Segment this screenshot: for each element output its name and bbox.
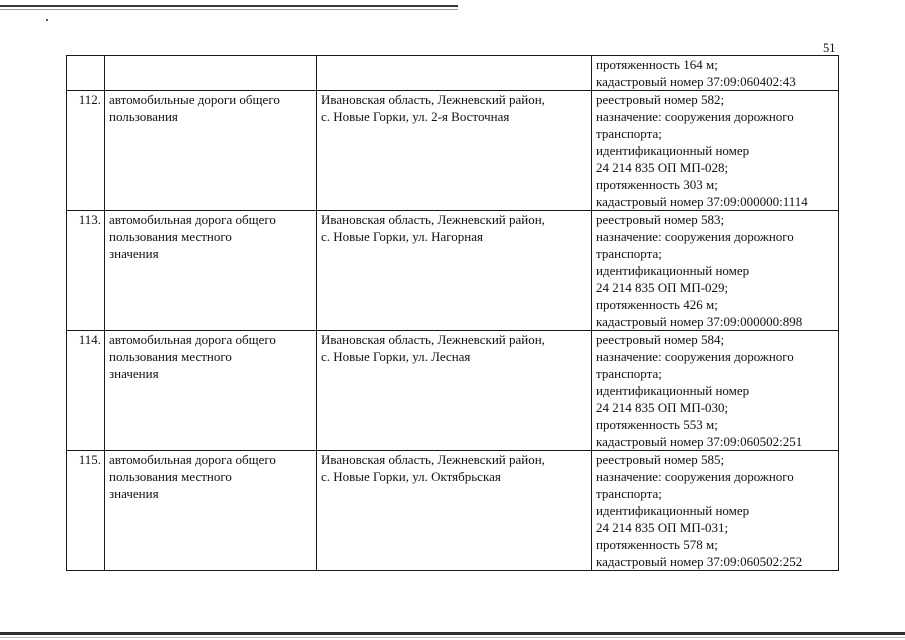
cadastral-number: кадастровый номер 37:09:060502:251 <box>596 434 803 449</box>
row-location-cell <box>317 56 592 91</box>
registry-number: реестровый номер 584; <box>596 332 725 347</box>
identification-number: 24 214 835 ОП МП-028; <box>596 160 729 175</box>
identification-label: идентификационный номер <box>596 503 750 518</box>
cadastral-number: кадастровый номер 37:09:000000:898 <box>596 314 803 329</box>
identification-label: идентификационный номер <box>596 263 750 278</box>
length-line: протяженность 553 м; <box>596 417 718 432</box>
registry-number: реестровый номер 583; <box>596 212 725 227</box>
name-line: пользования местного <box>109 349 232 364</box>
length-line: протяженность 426 м; <box>596 297 718 312</box>
scan-top-rule-thin <box>0 9 458 10</box>
table-row <box>67 451 839 571</box>
cadastral-number: кадастровый номер 37:09:060502:252 <box>596 554 803 569</box>
purpose-line: транспорта; <box>596 126 662 141</box>
row-details-cell <box>592 91 839 211</box>
name-line: значения <box>109 366 159 381</box>
name-line: значения <box>109 246 159 261</box>
row-details-cell <box>592 56 839 91</box>
purpose-line: транспорта; <box>596 486 662 501</box>
location-line: Ивановская область, Лежневский район, <box>321 332 545 347</box>
cadastral-number: кадастровый номер 37:09:000000:1114 <box>596 194 808 209</box>
detail-line: протяженность 164 м; <box>596 57 718 72</box>
registry-number: реестровый номер 585; <box>596 452 725 467</box>
registry-table <box>66 55 839 571</box>
location-line: Ивановская область, Лежневский район, <box>321 452 545 467</box>
registry-number: реестровый номер 582; <box>596 92 725 107</box>
identification-number: 24 214 835 ОП МП-031; <box>596 520 729 535</box>
row-details-cell <box>592 331 839 451</box>
location-line: Ивановская область, Лежневский район, <box>321 212 545 227</box>
name-line: автомобильные дороги общего <box>109 92 280 107</box>
name-line: автомобильная дорога общего <box>109 212 276 227</box>
length-line: протяженность 303 м; <box>596 177 718 192</box>
purpose-line: назначение: сооружения дорожного <box>596 469 794 484</box>
name-line: значения <box>109 486 159 501</box>
name-line: автомобильная дорога общего <box>109 332 276 347</box>
table-row <box>67 91 839 211</box>
purpose-line: назначение: сооружения дорожного <box>596 349 794 364</box>
name-line: пользования местного <box>109 469 232 484</box>
location-line: с. Новые Горки, ул. Октябрьская <box>321 469 501 484</box>
identification-label: идентификационный номер <box>596 383 750 398</box>
identification-number: 24 214 835 ОП МП-030; <box>596 400 729 415</box>
table-row <box>67 211 839 331</box>
location-line: Ивановская область, Лежневский район, <box>321 92 545 107</box>
page-number: 51 <box>823 41 836 55</box>
name-line: пользования <box>109 109 178 124</box>
scan-top-rule <box>0 5 458 7</box>
row-details-cell <box>592 211 839 331</box>
length-line: протяженность 578 м; <box>596 537 718 552</box>
identification-number: 24 214 835 ОП МП-029; <box>596 280 729 295</box>
name-line: пользования местного <box>109 229 232 244</box>
row-name-cell <box>105 211 317 331</box>
purpose-line: назначение: сооружения дорожного <box>596 109 794 124</box>
row-location-cell <box>317 331 592 451</box>
row-name-cell <box>105 91 317 211</box>
row-name-cell <box>105 451 317 571</box>
row-name-cell <box>105 331 317 451</box>
row-location-cell <box>317 91 592 211</box>
purpose-line: транспорта; <box>596 246 662 261</box>
name-line: автомобильная дорога общего <box>109 452 276 467</box>
scan-bottom-rule <box>0 632 905 635</box>
purpose-line: транспорта; <box>596 366 662 381</box>
identification-label: идентификационный номер <box>596 143 750 158</box>
scan-bottom-rule-light <box>0 637 905 638</box>
location-line: с. Новые Горки, ул. 2-я Восточная <box>321 109 510 124</box>
purpose-line: назначение: сооружения дорожного <box>596 229 794 244</box>
location-line: с. Новые Горки, ул. Нагорная <box>321 229 483 244</box>
table-row <box>67 331 839 451</box>
row-number-cell: 114. <box>67 331 105 451</box>
scan-speck <box>46 19 48 21</box>
row-number-cell: 115. <box>67 451 105 571</box>
location-line: с. Новые Горки, ул. Лесная <box>321 349 471 364</box>
row-location-cell <box>317 211 592 331</box>
row-details-cell <box>592 451 839 571</box>
row-number-cell: 112. <box>67 91 105 211</box>
row-name-cell <box>105 56 317 91</box>
table-row-continuation <box>67 56 839 91</box>
row-number-cell: 113. <box>67 211 105 331</box>
row-location-cell <box>317 451 592 571</box>
row-number-cell <box>67 56 105 91</box>
cadastral-number: кадастровый номер 37:09:060402:43 <box>596 74 796 89</box>
